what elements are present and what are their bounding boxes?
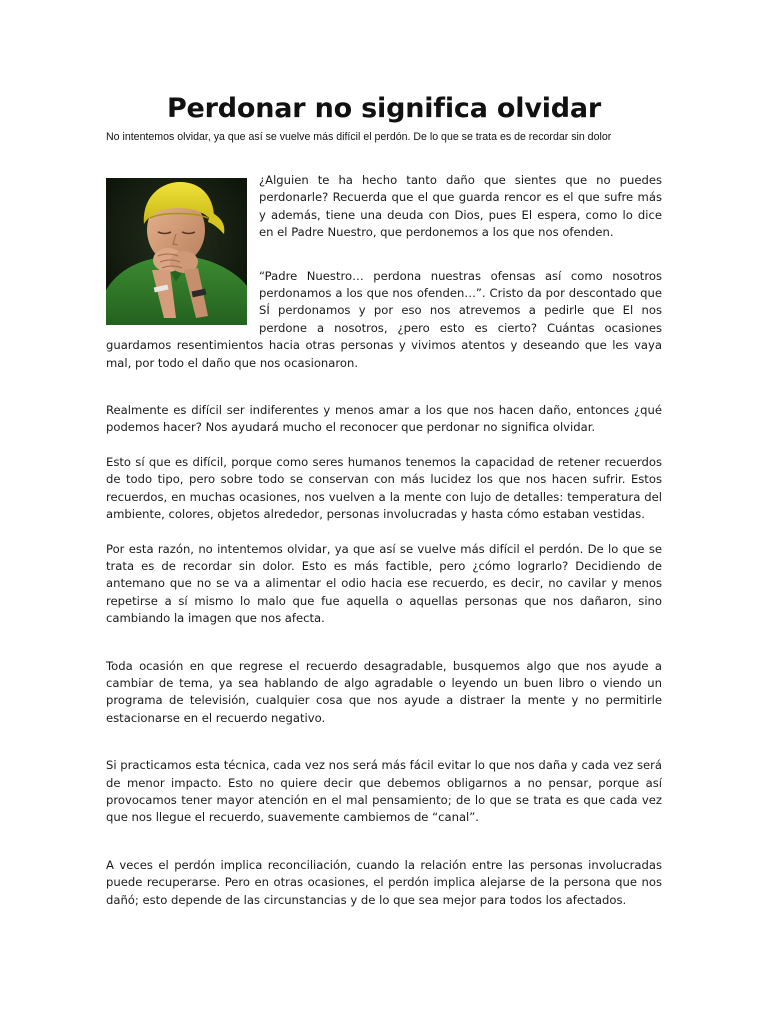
paragraph-6: Toda ocasión en que regrese el recuerdo desagradable, busquemos algo que nos ayude a cambiar de tema, ya sea hablando de algo agradable o leyendo un buen libro o viendo un programa de televisión, cualquier cosa que nos ayude a distraer la mente y no permitirle estacionarse en el recuerdo negativo.: [106, 658, 662, 725]
praying-person-photo: [106, 178, 247, 325]
paragraph-1: ¿Alguien te ha hecho tanto daño que sientes que no puedes perdonarle? Recuerda que el que guarda rencor es el que sufre más y además, tiene una deuda con Dios, pues El espera, como lo dice en el Padre Nuestro, que perdonemos a los que nos ofenden.: [259, 173, 662, 240]
paragraph-5: Por esta razón, no intentemos olvidar, ya que así se vuelve más difícil el perdón. De lo que se trata es de recordar sin dolor. Esto es más factible, pero ¿cómo lograrlo? Decidiendo de antemano que no se va a alimentar el odio hacia ese recuerdo, es decir, no cavilar y menos repetirse a sí mismo lo malo que fue aquella o aquellas personas que nos dañaron, sino cambiando la imagen que nos afecta.: [106, 541, 662, 626]
paragraph-3: Realmente es difícil ser indiferentes y menos amar a los que nos hacen daño, entonces ¿qué podemos hacer? Nos ayudará mucho el reconocer que perdonar no significa olvidar.: [106, 403, 662, 435]
paragraph-7: Si practicamos esta técnica, cada vez nos será más fácil evitar lo que nos daña y cada vez será de menor impacto. Esto no quiere decir que debemos obligarnos a no pensar, porque así provocamos tener mayor atención en el mal pensamiento; de lo que se trata es que cada vez que nos llegue el recuerdo, suavemente cambiemos de “canal”.: [106, 758, 662, 825]
paragraph-2: “Padre Nuestro… perdona nuestras ofensas así como nosotros perdonamos a los que nos ofenden…”. Cristo da por descontado que SÍ perdonamos y por eso nos atrevemos a pedirle que El nos perdone a nosotros, ¿pero esto es cierto? Cuántas ocasiones guardamos resentimientos hacia otras personas y vivimos atentos y deseando que les vaya mal, por todo el daño que nos ocasionaron.: [106, 268, 662, 370]
paragraph-8: A veces el perdón implica reconciliación, cuando la relación entre las personas involucradas puede recuperarse. Pero en otras ocasiones, el perdón implica alejarse de la persona que nos dañó; esto depende de las circunstancias y de lo que sea mejor para todos los afectados.: [106, 857, 662, 907]
article-body: [106, 172, 662, 909]
page-subtitle: No intentemos olvidar, ya que así se vuelve más difícil el perdón. De lo que se trata es de recordar sin dolor: [106, 131, 612, 143]
document-page: [106, 0, 662, 909]
page-title: Perdonar no significa olvidar: [166, 93, 602, 124]
paragraph-4: Esto sí que es difícil, porque como seres humanos tenemos la capacidad de retener recuerdos de todo tipo, pero sobre todo se conservan con más lucidez los que nos hacen sufrir. Estos recuerdos, en muchas ocasiones, nos vuelven a la mente con lujo de detalles: temperatura del ambiente, colores, objetos alrededor, personas involucradas y hasta cómo estaban vestidas.: [106, 454, 662, 522]
